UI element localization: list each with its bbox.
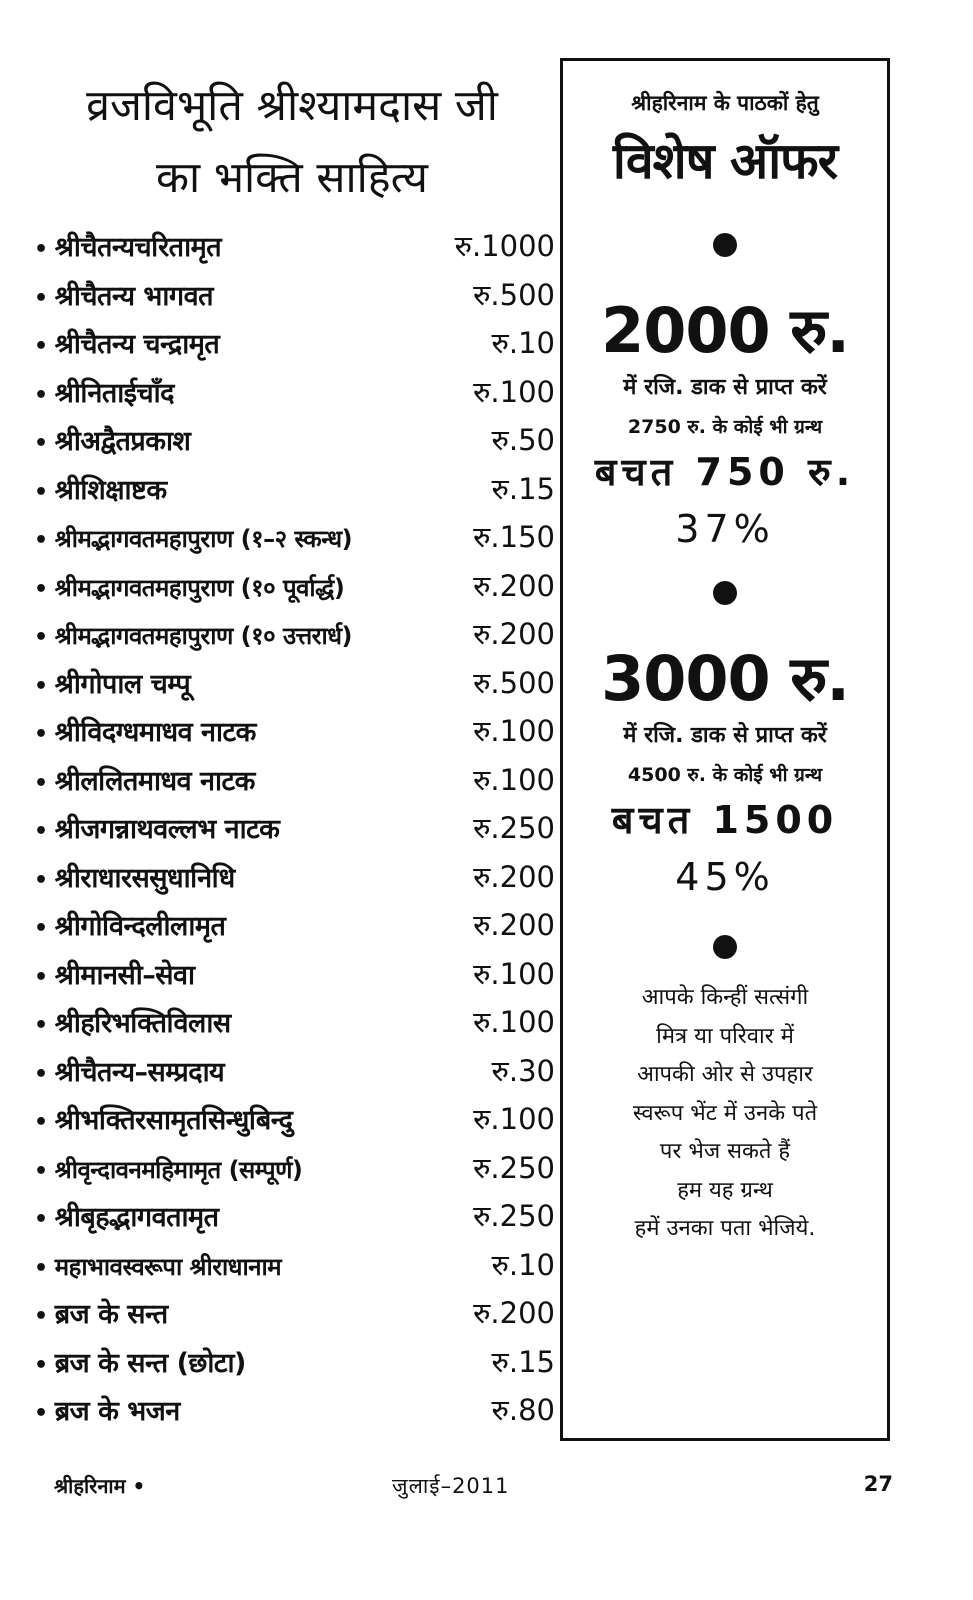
list-item (34, 566, 559, 615)
title-line-1: व्रजविभूति श्रीश्यामदास जी (86, 81, 498, 131)
gift-line: पर भेज सकते हैं (659, 1139, 791, 1164)
book-price: रु.200 (473, 617, 555, 651)
offer-2-savings: बचत 1500 (611, 798, 839, 842)
list-item (34, 1148, 559, 1197)
book-name: • श्रीवृन्दावनमहिमामृत (सम्पूर्ण) (34, 1153, 302, 1186)
offer-intro: श्रीहरिनाम के पाठकों हेतु (631, 91, 819, 115)
list-item (34, 1099, 559, 1148)
book-name: • श्रीचैतन्य चन्द्रामृत (34, 324, 219, 361)
list-item (34, 323, 559, 372)
book-name: • श्रीचैतन्य भागवत (34, 276, 213, 313)
offer-heading: विशेष ऑफर (612, 132, 838, 190)
book-price: रु.30 (491, 1053, 555, 1088)
list-item (34, 226, 559, 275)
book-price: रु.250 (473, 1150, 555, 1185)
book-name: • श्रीचैतन्य–सम्प्रदाय (34, 1052, 224, 1089)
offer-1-savings: बचत 750 रु. (594, 450, 856, 494)
page-number: 27 (863, 1472, 893, 1496)
page-title (32, 70, 552, 214)
gift-line: स्वरूप भेंट में उनके पते (632, 1100, 818, 1126)
offer-1-percent: 37% (675, 507, 775, 551)
offer-2-percent: 45% (675, 855, 775, 899)
list-item (34, 1293, 559, 1342)
list-item (34, 711, 559, 760)
book-price: रु.250 (473, 1199, 555, 1233)
book-price: रु.200 (473, 1296, 555, 1330)
book-name: • श्रीबृहद्भागवतामृत (34, 1197, 219, 1234)
book-price: रु.100 (473, 374, 555, 409)
list-item (34, 517, 559, 566)
gift-line: मित्र या परिवार में (656, 1023, 794, 1049)
list-item (34, 1390, 559, 1439)
book-price: रु.15 (491, 1344, 555, 1379)
book-name: • ब्रज के सन्त (छोटा) (34, 1343, 246, 1380)
book-name: • ब्रज के सन्त (34, 1294, 168, 1331)
book-price: रु.200 (473, 859, 555, 894)
book-name: • श्रीनिताईचाँद (34, 373, 174, 410)
book-name: • श्रीभक्तिरसामृतसिन्धुबिन्दु (34, 1100, 292, 1137)
book-price: रु.100 (473, 1005, 555, 1039)
book-name: • श्रीगोपाल चम्पू (34, 664, 190, 701)
list-item (34, 808, 559, 857)
list-item (34, 954, 559, 1003)
footer-date: जुलाई–2011 (392, 1474, 510, 1498)
list-item (34, 905, 559, 954)
list-item (34, 469, 559, 518)
book-name: • महाभावस्वरूपा श्रीराधानाम (34, 1250, 281, 1283)
book-price: रु.200 (473, 568, 555, 603)
title-line-2: का भक्ति साहित्य (155, 153, 428, 203)
book-name: • श्रीमद्भागवतमहापुराण (१० पूर्वार्द्ध) (34, 571, 344, 604)
book-name: • श्रीललितमाधव नाटक (34, 761, 255, 798)
offer-2-amount: 3000 रु. (601, 642, 849, 715)
book-name: • श्रीमानसी–सेवा (34, 955, 194, 992)
list-item (34, 1002, 559, 1051)
book-price: रु.1000 (454, 229, 555, 263)
book-price: रु.200 (473, 908, 555, 942)
book-price: रु.500 (473, 277, 555, 312)
book-price: रु.500 (473, 665, 555, 700)
book-name: • श्रीगोविन्दलीलामृत (34, 906, 225, 943)
list-item (34, 614, 559, 663)
offer-1-books-value: 2750 रु. के कोई भी ग्रन्थ (627, 416, 823, 438)
offer-2-books-value: 4500 रु. के कोई भी ग्रन्थ (627, 764, 823, 786)
book-name: • श्रीमद्भागवतमहापुराण (१–२ स्कन्ध) (34, 522, 352, 555)
book-name: • श्रीशिक्षाष्टक (34, 470, 167, 507)
list-item (34, 1342, 559, 1391)
book-price: रु.100 (473, 714, 555, 748)
book-name: • श्रीअद्वैतप्रकाश (34, 421, 190, 458)
gift-line: आपके किन्हीं सत्संगी (641, 985, 809, 1010)
book-price-list (34, 226, 559, 1439)
book-name: • श्रीमद्भागवतमहापुराण (१० उत्तरार्ध) (34, 619, 352, 652)
book-name: • श्रीराधारससुधानिधि (34, 858, 235, 895)
gift-line: हमें उनका पता भेजिये. (634, 1216, 816, 1241)
list-item (34, 372, 559, 421)
list-item (34, 857, 559, 906)
book-name: • श्रीचैतन्यचरितामृत (34, 227, 221, 264)
offer-1-amount: 2000 रु. (601, 294, 849, 367)
book-name: • श्रीजगन्नाथवल्लभ नाटक (34, 809, 279, 846)
offer-2-delivery: में रजि. डाक से प्राप्त करें (623, 723, 827, 748)
book-price: रु.100 (473, 1102, 555, 1136)
gift-note (563, 979, 887, 1249)
book-price: रु.100 (473, 762, 555, 797)
book-price: रु.15 (491, 471, 555, 506)
book-name: • ब्रज के भजन (34, 1391, 180, 1428)
list-item (34, 1051, 559, 1100)
book-price: रु.250 (473, 811, 555, 845)
list-item (34, 760, 559, 809)
footer-magazine-name: श्रीहरिनाम • (54, 1474, 146, 1498)
list-item (34, 663, 559, 712)
list-item (34, 275, 559, 324)
gift-line: हम यह ग्रन्थ (677, 1177, 773, 1203)
bullet-dot-icon (713, 581, 737, 605)
list-item (34, 1196, 559, 1245)
bullet-dot-icon (713, 233, 737, 257)
bullet-dot-icon (713, 935, 737, 959)
book-price: रु.10 (491, 1247, 555, 1282)
gift-line: आपकी ओर से उपहार (637, 1062, 813, 1087)
book-name: • श्रीहरिभक्तिविलास (34, 1003, 231, 1040)
list-item (34, 420, 559, 469)
book-price: रु.150 (473, 520, 555, 554)
offer-1-delivery: में रजि. डाक से प्राप्त करें (623, 375, 827, 400)
book-price: रु.80 (491, 1393, 555, 1427)
list-item (34, 1245, 559, 1294)
book-price: रु.10 (491, 326, 555, 360)
special-offer-box (560, 58, 890, 1441)
book-price: रु.50 (491, 423, 555, 457)
book-price: रु.100 (473, 956, 555, 991)
book-name: • श्रीविदग्धमाधव नाटक (34, 712, 256, 749)
